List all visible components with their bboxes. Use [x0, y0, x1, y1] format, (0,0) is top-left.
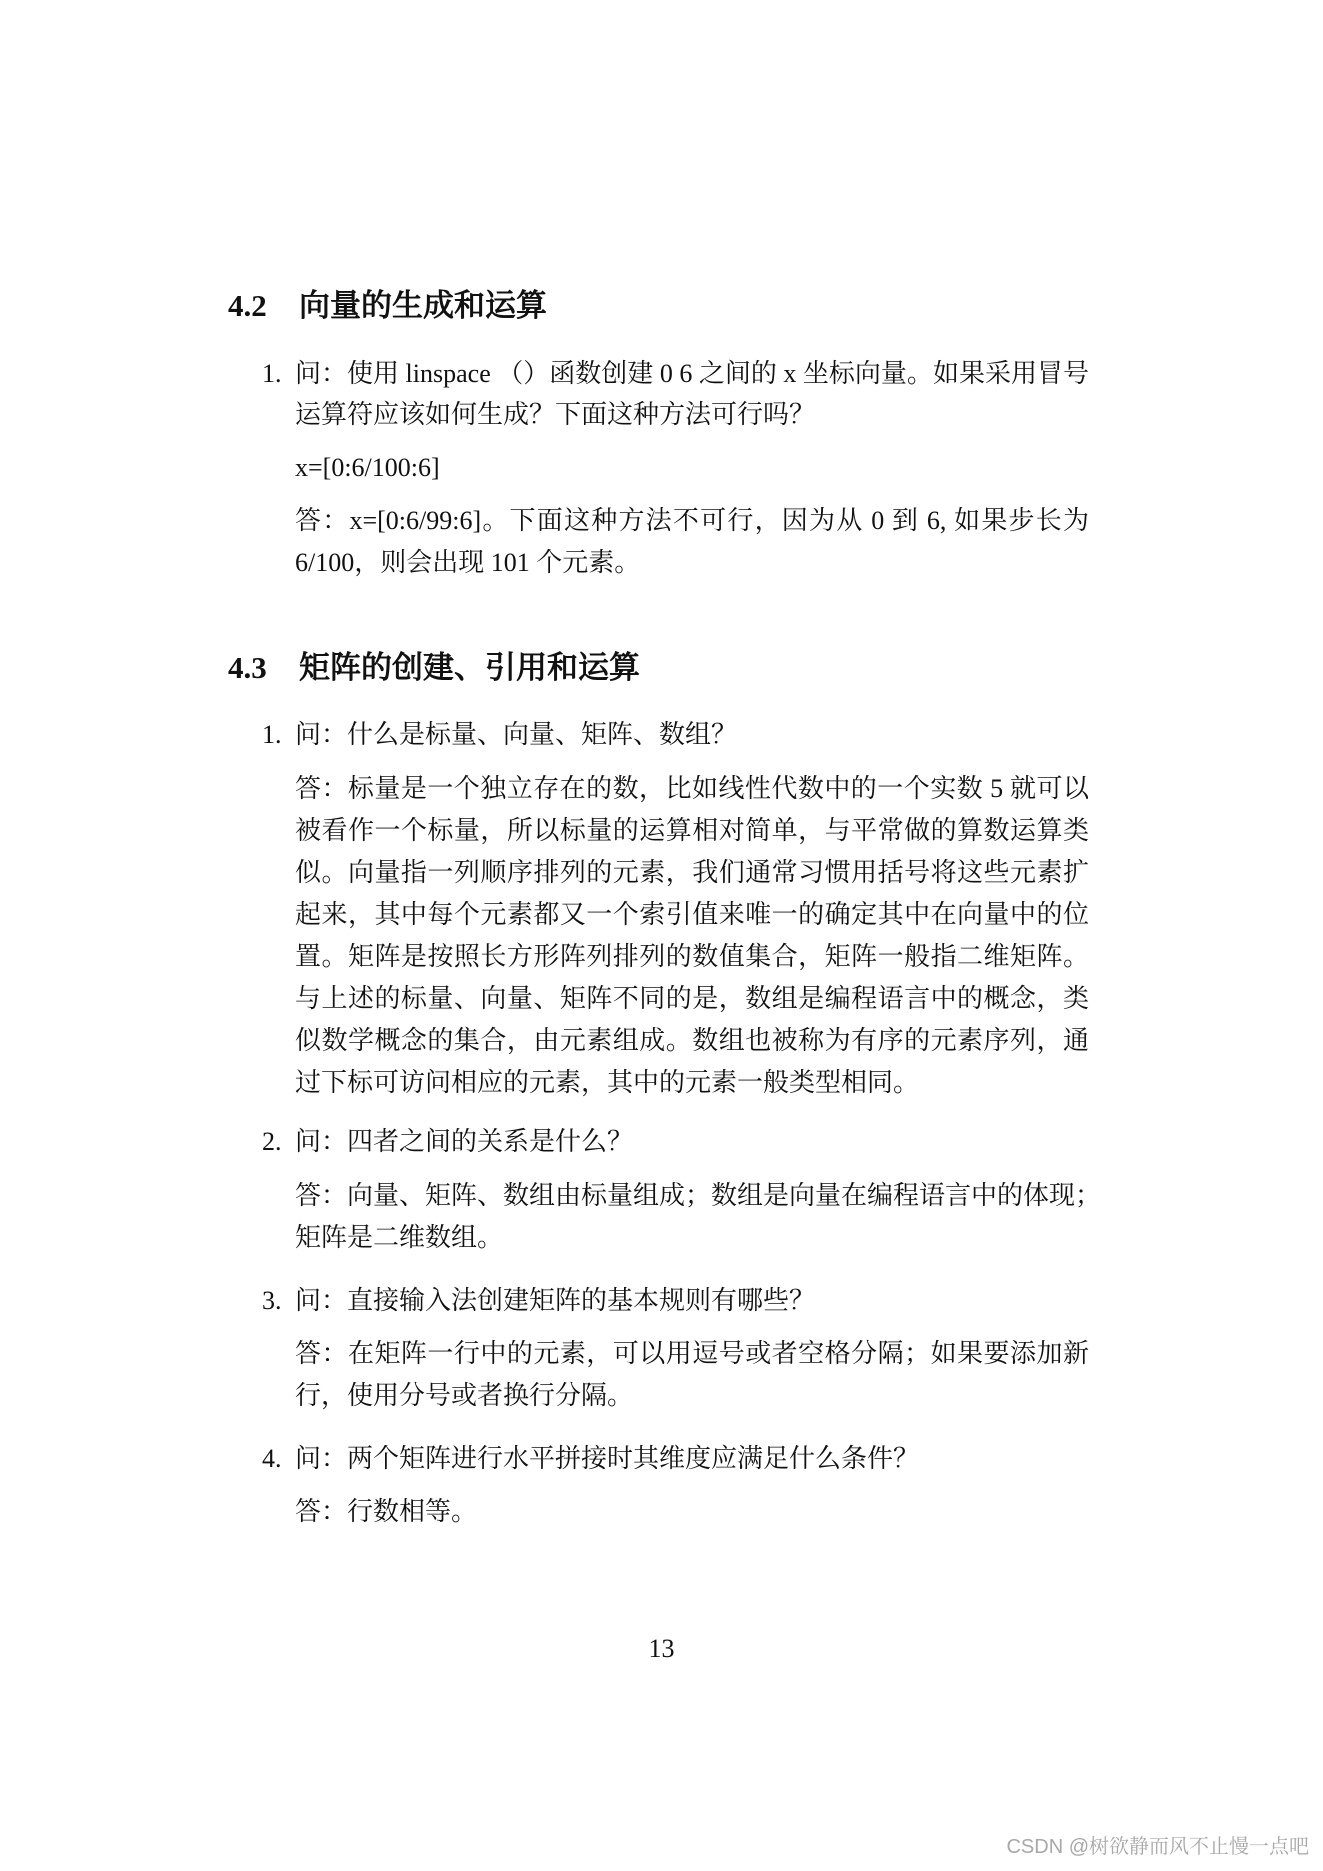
question-line: 问：两个矩阵进行水平拼接时其维度应满足什么条件？	[295, 1444, 920, 1473]
answer-line: 答：向量、矩阵、数组由标量组成；数组是向量在编程语言中的体现；	[295, 1181, 1102, 1210]
answer-line: 答：在矩阵一行中的元素，可以用逗号或者空格分隔；如果要添加新	[295, 1339, 1089, 1368]
answer-line: 答：行数相等。	[295, 1497, 478, 1526]
answer-line: 6/100，则会出现 101 个元素。	[295, 548, 641, 577]
question-line: 问：直接输入法创建矩阵的基本规则有哪些？	[295, 1286, 816, 1315]
watermark: CSDN @树欲静而风不止慢一点吧	[1006, 1836, 1309, 1858]
answer-line: 答：标量是一个独立存在的数，比如线性代数中的一个实数 5 就可以	[295, 774, 1089, 803]
answer-line: 过下标可访问相应的元素，其中的元素一般类型相同。	[295, 1068, 920, 1097]
answer-line: 似。向量指一列顺序排列的元素，我们通常习惯用括号将这些元素扩	[295, 858, 1089, 887]
section-title: 向量的生成和运算	[299, 288, 547, 323]
section-heading-4-2	[228, 280, 547, 325]
answer-line: 似数学概念的集合，由元素组成。数组也被称为有序的元素序列，通	[295, 1026, 1089, 1055]
item-number: 2.	[262, 1127, 282, 1156]
answer-line: 起来，其中每个元素都又一个索引值来唯一的确定其中在向量中的位	[295, 900, 1089, 929]
question-line: 问：四者之间的关系是什么？	[295, 1127, 634, 1156]
section-number: 4.3	[228, 650, 267, 685]
answer-line: 置。矩阵是按照长方形阵列排列的数值集合，矩阵一般指二维矩阵。	[295, 942, 1089, 971]
item-number: 1.	[262, 359, 282, 388]
answer-line: 行，使用分号或者换行分隔。	[295, 1381, 634, 1410]
answer-line: 矩阵是二维数组。	[295, 1223, 504, 1252]
question-line: 问：什么是标量、向量、矩阵、数组？	[295, 720, 738, 749]
page-number: 13	[648, 1634, 675, 1663]
question-line: 问：使用 linspace （）函数创建 0 6 之间的 x 坐标向量。如果采用冒号	[295, 359, 1089, 388]
answer-line: 与上述的标量、向量、矩阵不同的是，数组是编程语言中的概念，类	[295, 984, 1089, 1013]
answer-line: 答：x=[0:6/99:6]。下面这种方法不可行，因为从 0 到 6, 如果步长为	[295, 506, 1089, 535]
section-title: 矩阵的创建、引用和运算	[299, 650, 640, 685]
code-line: x=[0:6/100:6]	[295, 453, 440, 482]
item-number: 1.	[262, 720, 282, 749]
item-number: 3.	[262, 1286, 282, 1315]
item-number: 4.	[262, 1444, 282, 1473]
section-number: 4.2	[228, 288, 267, 323]
answer-line: 被看作一个标量，所以标量的运算相对简单，与平常做的算数运算类	[295, 816, 1089, 845]
question-line: 运算符应该如何生成？下面这种方法可行吗？	[295, 400, 816, 429]
section-heading-4-3	[228, 642, 640, 687]
